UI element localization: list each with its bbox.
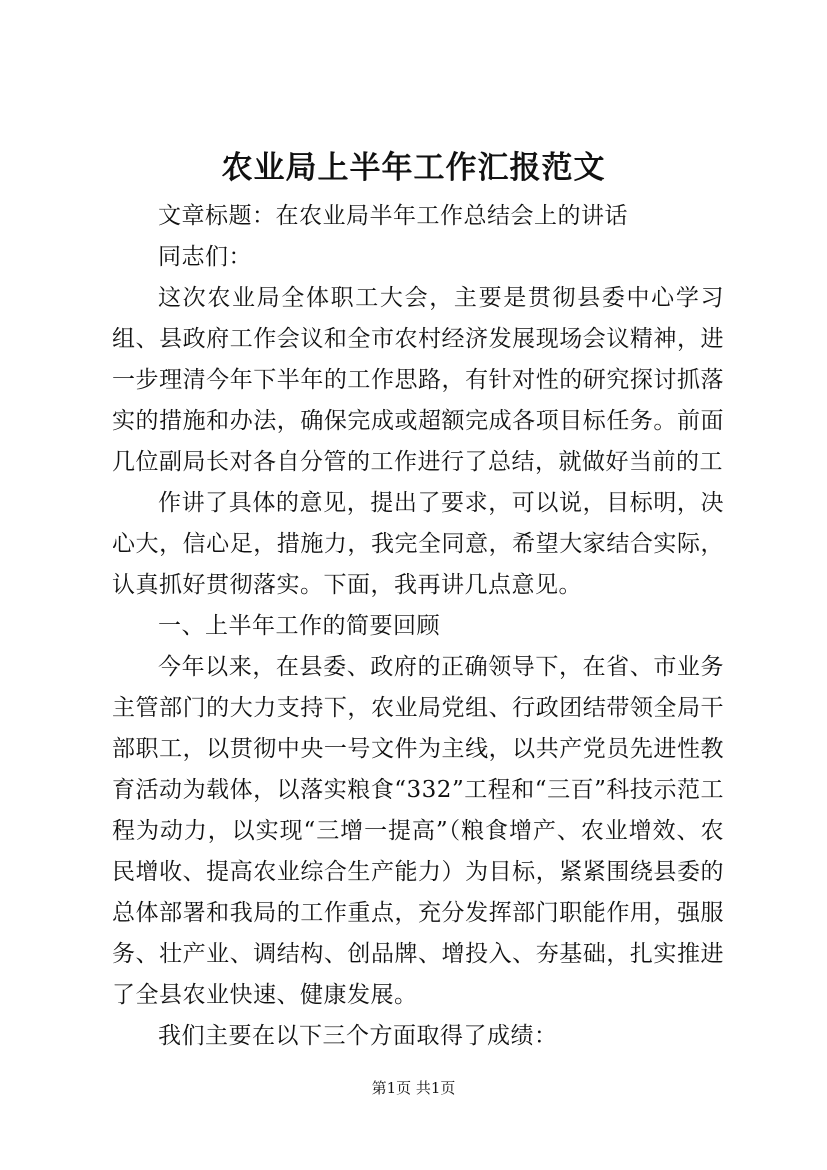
page-number-footer: 第1页 共1页 [371, 1079, 456, 1097]
section-heading: 一、上半年工作的简要回顾 [158, 613, 440, 639]
document-title: 农业局上半年工作汇报范文 [221, 150, 606, 186]
paragraph: 今年以来，在县委、政府的正确领导下，在省、市业务主管部门的大力支持下，农业局党组、行政团结带领全局干部职工，以贯彻中央一号文件为主线，以共产党员先进性教育活动为载体，以落实粮食“332”工程和“三百”科技示范工程为动力，以实现“三增一提高”（粮食增产、农业增效、农民增收、提高农业综合生产能力）为目标，紧紧围绕县委的总体部署和我局的工作重点，充分发挥部门职能作用，强服务、壮产业、调结构、创品牌、增投入、夯基础，扎实推进了全县农业快速、健康发展。 [112, 654, 724, 1008]
paragraph-salutation: 同志们： [158, 244, 252, 270]
paragraph: 这次农业局全体职工大会，主要是贯彻县委中心学习组、县政府工作会议和全市农村经济发展现场会议精神，进一步理清今年下半年的工作思路，有针对性的研究探讨抓落实的措施和办法，确保完成或超额完成各项目标任务。前面几位副局长对各自分管的工作进行了总结，就做好当前的工 [112, 285, 724, 475]
paragraph-article-heading: 文章标题：在农业局半年工作总结会上的讲话 [158, 203, 628, 229]
paragraph: 作讲了具体的意见，提出了要求，可以说，目标明，决心大，信心足，措施力，我完全同意，希望大家结合实际，认真抓好贯彻落实。下面，我再讲几点意见。 [112, 490, 724, 598]
paragraph: 我们主要在以下三个方面取得了成绩： [158, 1023, 558, 1049]
document-body [112, 196, 724, 1057]
